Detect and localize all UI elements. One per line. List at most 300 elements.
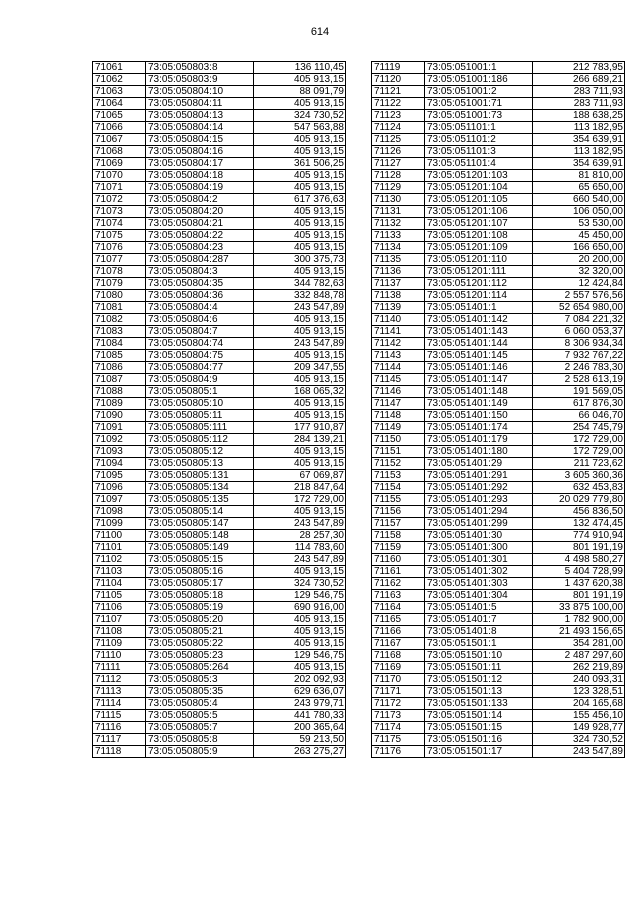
- value-cell: 405 913,15: [254, 230, 346, 242]
- table-row: [372, 734, 625, 746]
- cadastral-number-cell: 73:05:050805:134: [146, 482, 254, 494]
- row-number-cell: 71108: [93, 626, 146, 638]
- cadastral-number-cell: 73:05:050805:5: [146, 710, 254, 722]
- value-cell: 801 191,19: [533, 590, 625, 602]
- value-cell: 617 876,30: [533, 398, 625, 410]
- cadastral-number-cell: 73:05:050805:19: [146, 602, 254, 614]
- row-number-cell: 71101: [93, 542, 146, 554]
- table-row: [372, 662, 625, 674]
- cadastral-number-cell: 73:05:050804:16: [146, 146, 254, 158]
- table-row: [372, 350, 625, 362]
- row-number-cell: 71109: [93, 638, 146, 650]
- value-cell: 114 783,60: [254, 542, 346, 554]
- row-number-cell: 71176: [372, 746, 425, 758]
- row-number-cell: 71136: [372, 266, 425, 278]
- table-row: [372, 362, 625, 374]
- value-cell: 617 376,63: [254, 194, 346, 206]
- cadastral-number-cell: 73:05:051401:8: [425, 626, 533, 638]
- table-row: [93, 338, 346, 350]
- cadastral-number-cell: 73:05:050805:111: [146, 422, 254, 434]
- cadastral-number-cell: 73:05:051501:17: [425, 746, 533, 758]
- row-number-cell: 71064: [93, 98, 146, 110]
- value-cell: 5 404 728,99: [533, 566, 625, 578]
- table-row: [93, 242, 346, 254]
- row-number-cell: 71077: [93, 254, 146, 266]
- table-row: [93, 662, 346, 674]
- value-cell: 3 605 360,36: [533, 470, 625, 482]
- cadastral-number-cell: 73:05:051401:300: [425, 542, 533, 554]
- row-number-cell: 71123: [372, 110, 425, 122]
- row-number-cell: 71061: [93, 62, 146, 74]
- table-row: [372, 194, 625, 206]
- cadastral-number-cell: 73:05:050805:17: [146, 578, 254, 590]
- row-number-cell: 71135: [372, 254, 425, 266]
- table-row: [93, 458, 346, 470]
- cadastral-number-cell: 73:05:050804:17: [146, 158, 254, 170]
- row-number-cell: 71169: [372, 662, 425, 674]
- cadastral-number-cell: 73:05:050805:7: [146, 722, 254, 734]
- cadastral-number-cell: 73:05:051401:146: [425, 362, 533, 374]
- row-number-cell: 71156: [372, 506, 425, 518]
- row-number-cell: 71158: [372, 530, 425, 542]
- table-row: [372, 254, 625, 266]
- value-cell: 149 928,77: [533, 722, 625, 734]
- value-cell: 354 639,91: [533, 158, 625, 170]
- cadastral-number-cell: 73:05:050805:9: [146, 746, 254, 758]
- value-cell: 136 110,45: [254, 62, 346, 74]
- table-row: [93, 410, 346, 422]
- table-row: [93, 158, 346, 170]
- table-row: [93, 722, 346, 734]
- value-cell: 2 246 783,30: [533, 362, 625, 374]
- cadastral-number-cell: 73:05:051401:147: [425, 374, 533, 386]
- row-number-cell: 71093: [93, 446, 146, 458]
- table-row: [93, 422, 346, 434]
- table-row: [93, 146, 346, 158]
- table-row: [372, 98, 625, 110]
- row-number-cell: 71104: [93, 578, 146, 590]
- value-cell: 172 729,00: [533, 434, 625, 446]
- value-cell: 405 913,15: [254, 74, 346, 86]
- table-row: [93, 554, 346, 566]
- value-cell: 212 783,95: [533, 62, 625, 74]
- row-number-cell: 71078: [93, 266, 146, 278]
- table-row: [372, 206, 625, 218]
- table-row: [372, 530, 625, 542]
- cadastral-number-cell: 73:05:051001:2: [425, 86, 533, 98]
- row-number-cell: 71062: [93, 74, 146, 86]
- row-number-cell: 71114: [93, 698, 146, 710]
- cadastral-number-cell: 73:05:051501:12: [425, 674, 533, 686]
- value-cell: 405 913,15: [254, 218, 346, 230]
- value-cell: 405 913,15: [254, 182, 346, 194]
- row-number-cell: 71130: [372, 194, 425, 206]
- value-cell: 243 979,71: [254, 698, 346, 710]
- value-cell: 801 191,19: [533, 542, 625, 554]
- value-cell: 32 320,00: [533, 266, 625, 278]
- value-cell: 283 711,93: [533, 86, 625, 98]
- value-cell: 53 530,00: [533, 218, 625, 230]
- cadastral-number-cell: 73:05:051501:14: [425, 710, 533, 722]
- cadastral-number-cell: 73:05:050804:21: [146, 218, 254, 230]
- value-cell: 405 913,15: [254, 458, 346, 470]
- table-row: [372, 398, 625, 410]
- value-cell: 284 139,21: [254, 434, 346, 446]
- cadastral-number-cell: 73:05:051401:1: [425, 302, 533, 314]
- value-cell: 218 847,64: [254, 482, 346, 494]
- cadastral-number-cell: 73:05:051401:149: [425, 398, 533, 410]
- value-cell: 202 092,93: [254, 674, 346, 686]
- table-row: [93, 86, 346, 98]
- cadastral-number-cell: 73:05:051501:1: [425, 638, 533, 650]
- value-cell: 172 729,00: [254, 494, 346, 506]
- table-row: [93, 374, 346, 386]
- cadastral-number-cell: 73:05:050804:7: [146, 326, 254, 338]
- value-cell: 262 219,89: [533, 662, 625, 674]
- value-cell: 33 875 100,00: [533, 602, 625, 614]
- row-number-cell: 71115: [93, 710, 146, 722]
- cadastral-number-cell: 73:05:051401:30: [425, 530, 533, 542]
- value-cell: 547 563,88: [254, 122, 346, 134]
- row-number-cell: 71127: [372, 158, 425, 170]
- row-number-cell: 71098: [93, 506, 146, 518]
- table-row: [93, 626, 346, 638]
- row-number-cell: 71073: [93, 206, 146, 218]
- table-row: [93, 686, 346, 698]
- row-number-cell: 71129: [372, 182, 425, 194]
- table-row: [372, 638, 625, 650]
- row-number-cell: 71071: [93, 182, 146, 194]
- table-row: [372, 626, 625, 638]
- table-row: [93, 206, 346, 218]
- row-number-cell: 71171: [372, 686, 425, 698]
- table-row: [372, 326, 625, 338]
- cadastral-number-cell: 73:05:050804:77: [146, 362, 254, 374]
- row-number-cell: 71070: [93, 170, 146, 182]
- cadastral-number-cell: 73:05:050805:3: [146, 674, 254, 686]
- cadastral-number-cell: 73:05:050805:148: [146, 530, 254, 542]
- value-cell: 243 547,89: [254, 302, 346, 314]
- row-number-cell: 71107: [93, 614, 146, 626]
- cadastral-number-cell: 73:05:050804:36: [146, 290, 254, 302]
- cadastral-number-cell: 73:05:051201:104: [425, 182, 533, 194]
- cadastral-number-cell: 73:05:051201:110: [425, 254, 533, 266]
- value-cell: 113 182,95: [533, 146, 625, 158]
- row-number-cell: 71133: [372, 230, 425, 242]
- value-cell: 354 639,91: [533, 134, 625, 146]
- row-number-cell: 71082: [93, 314, 146, 326]
- cadastral-number-cell: 73:05:051001:73: [425, 110, 533, 122]
- cadastral-number-cell: 73:05:050804:74: [146, 338, 254, 350]
- row-number-cell: 71124: [372, 122, 425, 134]
- cadastral-number-cell: 73:05:050805:15: [146, 554, 254, 566]
- value-cell: 405 913,15: [254, 98, 346, 110]
- value-cell: 52 654 980,00: [533, 302, 625, 314]
- row-number-cell: 71121: [372, 86, 425, 98]
- row-number-cell: 71144: [372, 362, 425, 374]
- cadastral-number-cell: 73:05:050803:8: [146, 62, 254, 74]
- value-cell: 405 913,15: [254, 410, 346, 422]
- table-row: [93, 362, 346, 374]
- table-row: [372, 722, 625, 734]
- value-cell: 266 689,21: [533, 74, 625, 86]
- value-cell: 129 546,75: [254, 590, 346, 602]
- cadastral-number-cell: 73:05:050805:22: [146, 638, 254, 650]
- value-cell: 168 065,32: [254, 386, 346, 398]
- cadastral-number-cell: 73:05:050805:1: [146, 386, 254, 398]
- value-cell: 21 493 156,65: [533, 626, 625, 638]
- cadastral-number-cell: 73:05:051501:133: [425, 698, 533, 710]
- table-row: [372, 698, 625, 710]
- cadastral-number-cell: 73:05:051001:1: [425, 62, 533, 74]
- row-number-cell: 71148: [372, 410, 425, 422]
- row-number-cell: 71084: [93, 338, 146, 350]
- value-cell: 113 182,95: [533, 122, 625, 134]
- table-row: [372, 578, 625, 590]
- row-number-cell: 71172: [372, 698, 425, 710]
- value-cell: 324 730,52: [254, 578, 346, 590]
- row-number-cell: 71091: [93, 422, 146, 434]
- cadastral-number-cell: 73:05:050805:10: [146, 398, 254, 410]
- table-row: [93, 62, 346, 74]
- row-number-cell: 71092: [93, 434, 146, 446]
- table-row: [372, 458, 625, 470]
- cadastral-number-cell: 73:05:050804:15: [146, 134, 254, 146]
- cadastral-number-cell: 73:05:050805:131: [146, 470, 254, 482]
- row-number-cell: 71067: [93, 134, 146, 146]
- value-cell: 200 365,64: [254, 722, 346, 734]
- row-number-cell: 71132: [372, 218, 425, 230]
- table-row: [372, 278, 625, 290]
- row-number-cell: 71094: [93, 458, 146, 470]
- value-cell: 361 506,25: [254, 158, 346, 170]
- cadastral-number-cell: 73:05:050804:20: [146, 206, 254, 218]
- table-row: [372, 602, 625, 614]
- cadastral-number-cell: 73:05:051001:71: [425, 98, 533, 110]
- row-number-cell: 71100: [93, 530, 146, 542]
- row-number-cell: 71118: [93, 746, 146, 758]
- row-number-cell: 71139: [372, 302, 425, 314]
- value-cell: 405 913,15: [254, 134, 346, 146]
- table-row: [372, 614, 625, 626]
- value-cell: 65 650,00: [533, 182, 625, 194]
- row-number-cell: 71083: [93, 326, 146, 338]
- cadastral-number-cell: 73:05:050804:4: [146, 302, 254, 314]
- cadastral-number-cell: 73:05:050805:13: [146, 458, 254, 470]
- value-cell: 204 165,68: [533, 698, 625, 710]
- row-number-cell: 71157: [372, 518, 425, 530]
- cadastral-number-cell: 73:05:051101:4: [425, 158, 533, 170]
- cadastral-number-cell: 73:05:050804:9: [146, 374, 254, 386]
- row-number-cell: 71170: [372, 674, 425, 686]
- table-row: [93, 566, 346, 578]
- row-number-cell: 71150: [372, 434, 425, 446]
- row-number-cell: 71116: [93, 722, 146, 734]
- cadastral-number-cell: 73:05:050804:6: [146, 314, 254, 326]
- cadastral-number-cell: 73:05:050804:35: [146, 278, 254, 290]
- cadastral-number-cell: 73:05:050804:3: [146, 266, 254, 278]
- value-cell: 2 528 613,19: [533, 374, 625, 386]
- table-row: [372, 566, 625, 578]
- value-cell: 243 547,89: [254, 554, 346, 566]
- value-cell: 263 275,27: [254, 746, 346, 758]
- row-number-cell: 71120: [372, 74, 425, 86]
- row-number-cell: 71153: [372, 470, 425, 482]
- value-cell: 172 729,00: [533, 446, 625, 458]
- value-cell: 405 913,15: [254, 446, 346, 458]
- table-row: [372, 674, 625, 686]
- cadastral-number-cell: 73:05:050804:2: [146, 194, 254, 206]
- cadastral-number-cell: 73:05:051101:3: [425, 146, 533, 158]
- value-cell: 132 474,45: [533, 518, 625, 530]
- table-row: [372, 266, 625, 278]
- row-number-cell: 71128: [372, 170, 425, 182]
- cadastral-number-cell: 73:05:051401:299: [425, 518, 533, 530]
- value-cell: 441 780,33: [254, 710, 346, 722]
- value-cell: 155 456,10: [533, 710, 625, 722]
- value-cell: 191 569,05: [533, 386, 625, 398]
- cadastral-number-cell: 73:05:051401:303: [425, 578, 533, 590]
- value-cell: 405 913,15: [254, 506, 346, 518]
- value-cell: 405 913,15: [254, 638, 346, 650]
- cadastral-number-cell: 73:05:051401:292: [425, 482, 533, 494]
- row-number-cell: 71173: [372, 710, 425, 722]
- table-row: [93, 434, 346, 446]
- cadastral-number-cell: 73:05:051401:150: [425, 410, 533, 422]
- row-number-cell: 71117: [93, 734, 146, 746]
- cadastral-number-cell: 73:05:051401:174: [425, 422, 533, 434]
- row-number-cell: 71085: [93, 350, 146, 362]
- row-number-cell: 71159: [372, 542, 425, 554]
- table-row: [372, 374, 625, 386]
- cadastral-number-cell: 73:05:050805:35: [146, 686, 254, 698]
- value-cell: 405 913,15: [254, 146, 346, 158]
- row-number-cell: 71097: [93, 494, 146, 506]
- table-row: [93, 110, 346, 122]
- value-cell: 405 913,15: [254, 614, 346, 626]
- row-number-cell: 71151: [372, 446, 425, 458]
- row-number-cell: 71105: [93, 590, 146, 602]
- table-row: [372, 518, 625, 530]
- row-number-cell: 71166: [372, 626, 425, 638]
- table-row: [372, 158, 625, 170]
- row-number-cell: 71126: [372, 146, 425, 158]
- cadastral-number-cell: 73:05:051401:301: [425, 554, 533, 566]
- row-number-cell: 71113: [93, 686, 146, 698]
- row-number-cell: 71155: [372, 494, 425, 506]
- value-cell: 405 913,15: [254, 242, 346, 254]
- row-number-cell: 71175: [372, 734, 425, 746]
- row-number-cell: 71099: [93, 518, 146, 530]
- value-cell: 324 730,52: [254, 110, 346, 122]
- table-row: [93, 170, 346, 182]
- row-number-cell: 71168: [372, 650, 425, 662]
- value-cell: 59 213,50: [254, 734, 346, 746]
- cadastral-number-cell: 73:05:050805:21: [146, 626, 254, 638]
- value-cell: 7 084 221,32: [533, 314, 625, 326]
- value-cell: 324 730,52: [533, 734, 625, 746]
- cadastral-number-cell: 73:05:051401:294: [425, 506, 533, 518]
- table-row: [372, 218, 625, 230]
- cadastral-number-cell: 73:05:051501:11: [425, 662, 533, 674]
- cadastral-number-cell: 73:05:050803:9: [146, 74, 254, 86]
- table-row: [372, 650, 625, 662]
- table-row: [93, 638, 346, 650]
- table-row: [93, 134, 346, 146]
- row-number-cell: 71143: [372, 350, 425, 362]
- row-number-cell: 71106: [93, 602, 146, 614]
- registry-table-right: [371, 61, 625, 758]
- row-number-cell: 71072: [93, 194, 146, 206]
- row-number-cell: 71122: [372, 98, 425, 110]
- value-cell: 283 711,93: [533, 98, 625, 110]
- value-cell: 4 498 580,27: [533, 554, 625, 566]
- cadastral-number-cell: 73:05:050804:287: [146, 254, 254, 266]
- cadastral-number-cell: 73:05:050805:23: [146, 650, 254, 662]
- table-row: [93, 446, 346, 458]
- row-number-cell: 71145: [372, 374, 425, 386]
- cadastral-number-cell: 73:05:050805:20: [146, 614, 254, 626]
- cadastral-number-cell: 73:05:051401:7: [425, 614, 533, 626]
- cadastral-number-cell: 73:05:051201:109: [425, 242, 533, 254]
- value-cell: 20 029 779,80: [533, 494, 625, 506]
- table-row: [93, 482, 346, 494]
- value-cell: 456 836,50: [533, 506, 625, 518]
- value-cell: 405 913,15: [254, 566, 346, 578]
- row-number-cell: 71147: [372, 398, 425, 410]
- cadastral-number-cell: 73:05:051201:107: [425, 218, 533, 230]
- row-number-cell: 71165: [372, 614, 425, 626]
- row-number-cell: 71069: [93, 158, 146, 170]
- cadastral-number-cell: 73:05:051101:1: [425, 122, 533, 134]
- cadastral-number-cell: 73:05:051201:111: [425, 266, 533, 278]
- row-number-cell: 71146: [372, 386, 425, 398]
- row-number-cell: 71081: [93, 302, 146, 314]
- table-row: [372, 410, 625, 422]
- table-row: [93, 398, 346, 410]
- table-row: [93, 350, 346, 362]
- table-row: [372, 554, 625, 566]
- row-number-cell: 71164: [372, 602, 425, 614]
- value-cell: 405 913,15: [254, 206, 346, 218]
- value-cell: 405 913,15: [254, 326, 346, 338]
- table-row: [372, 506, 625, 518]
- cadastral-number-cell: 73:05:051401:291: [425, 470, 533, 482]
- table-row: [372, 182, 625, 194]
- cadastral-number-cell: 73:05:050805:11: [146, 410, 254, 422]
- table-row: [372, 422, 625, 434]
- table-row: [372, 110, 625, 122]
- table-row: [93, 182, 346, 194]
- value-cell: 106 050,00: [533, 206, 625, 218]
- value-cell: 405 913,15: [254, 662, 346, 674]
- value-cell: 66 046,70: [533, 410, 625, 422]
- row-number-cell: 71090: [93, 410, 146, 422]
- row-number-cell: 71088: [93, 386, 146, 398]
- cadastral-number-cell: 73:05:051201:112: [425, 278, 533, 290]
- row-number-cell: 71068: [93, 146, 146, 158]
- cadastral-number-cell: 73:05:051401:293: [425, 494, 533, 506]
- cadastral-number-cell: 73:05:050804:14: [146, 122, 254, 134]
- table-row: [93, 218, 346, 230]
- value-cell: 20 200,00: [533, 254, 625, 266]
- table-row: [93, 734, 346, 746]
- row-number-cell: 71089: [93, 398, 146, 410]
- cadastral-number-cell: 73:05:051001:186: [425, 74, 533, 86]
- table-row: [93, 266, 346, 278]
- table-row: [93, 326, 346, 338]
- table-row: [372, 170, 625, 182]
